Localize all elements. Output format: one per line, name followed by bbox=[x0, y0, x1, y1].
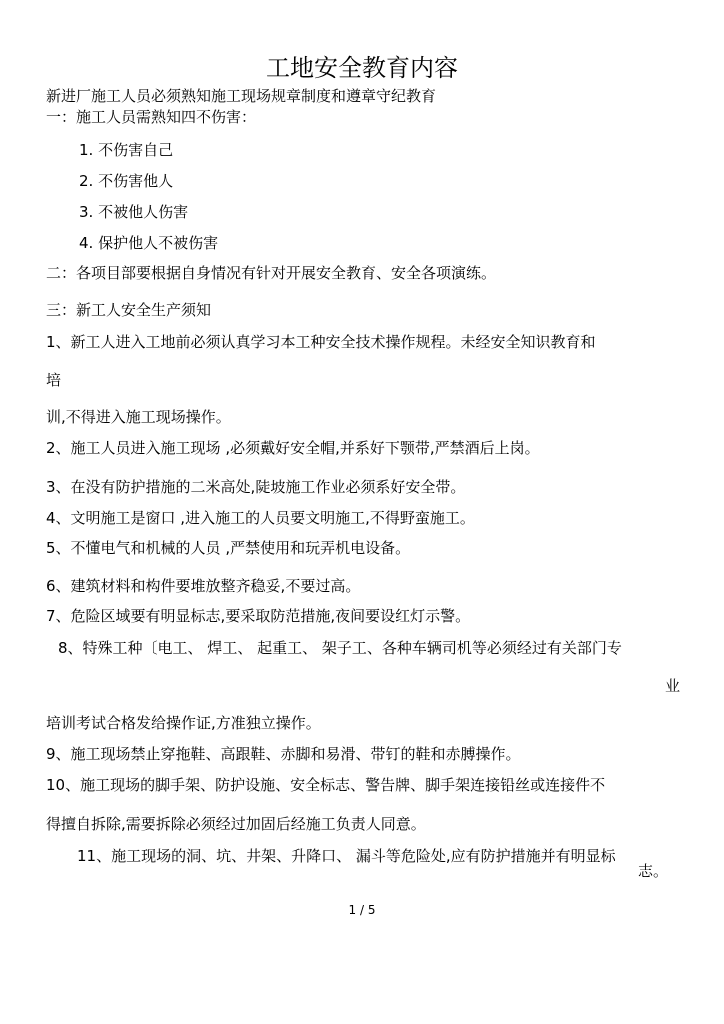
section1-item-4: 4. 保护他人不被伤害 bbox=[79, 234, 219, 252]
rule-8-line-c: 培训考试合格发给操作证,方准独立操作。 bbox=[46, 714, 321, 732]
rule-10-line-a: 10、施工现场的脚手架、防护设施、安全标志、警告牌、脚手架连接铅丝或连接件不 bbox=[46, 776, 606, 794]
section3-heading: 三：新工人安全生产须知 bbox=[46, 301, 212, 319]
section2-heading: 二：各项目部要根据自身情况有针对开展安全教育、安全各项演练。 bbox=[46, 264, 497, 282]
section1-item-2: 2. 不伤害他人 bbox=[79, 172, 174, 190]
rule-6: 6、建筑材料和构件要堆放整齐稳妥,不要过高。 bbox=[46, 577, 361, 595]
rule-5: 5、不懂电气和机械的人员 ,严禁使用和玩弄机电设备。 bbox=[46, 539, 411, 557]
page-number: 1 / 5 bbox=[348, 903, 376, 917]
rule-8-line-b: 业 bbox=[664, 677, 680, 695]
document-title: 工地安全教育内容 bbox=[266, 54, 458, 82]
rule-3: 3、在没有防护措施的二米高处,陡坡施工作业必须系好安全带。 bbox=[46, 478, 466, 496]
section1-item-1: 1. 不伤害自己 bbox=[79, 141, 174, 159]
rule-1-line-a: 1、新工人进入工地前必须认真学习本工种安全技术操作规程。未经安全知识教育和 bbox=[46, 333, 596, 351]
rule-4: 4、文明施工是窗口 ,进入施工的人员要文明施工,不得野蛮施工。 bbox=[46, 509, 475, 527]
rule-2: 2、施工人员进入施工现场 ,必须戴好安全帽,并系好下颚带,严禁酒后上岗。 bbox=[46, 439, 540, 457]
rule-10-line-b: 得擅自拆除,需要拆除必须经过加固后经施工负责人同意。 bbox=[46, 815, 426, 833]
rule-11-line-b: 志。 bbox=[637, 862, 668, 880]
rule-9: 9、施工现场禁止穿拖鞋、高跟鞋、赤脚和易滑、带钉的鞋和赤膊操作。 bbox=[46, 745, 521, 763]
rule-8-line-a: 8、特殊工种〔电工、 焊工、 起重工、 架子工、各种车辆司机等必须经过有关部门专 bbox=[58, 639, 622, 657]
intro-line: 新进厂施工人员必须熟知施工现场规章制度和遵章守纪教育 bbox=[46, 87, 437, 105]
rule-1-line-c: 训,不得进入施工现场操作。 bbox=[46, 408, 231, 426]
rule-7: 7、危险区域要有明显标志,要采取防范措施,夜间要设红灯示警。 bbox=[46, 607, 471, 625]
section1-item-3: 3. 不被他人伤害 bbox=[79, 203, 189, 221]
rule-1-line-b: 培 bbox=[46, 371, 62, 389]
section1-heading: 一：施工人员需熟知四不伤害： bbox=[46, 108, 257, 126]
rule-11-line-a: 11、施工现场的洞、坑、井架、升降口、 漏斗等危险处,应有防护措施并有明显标 bbox=[77, 847, 616, 865]
